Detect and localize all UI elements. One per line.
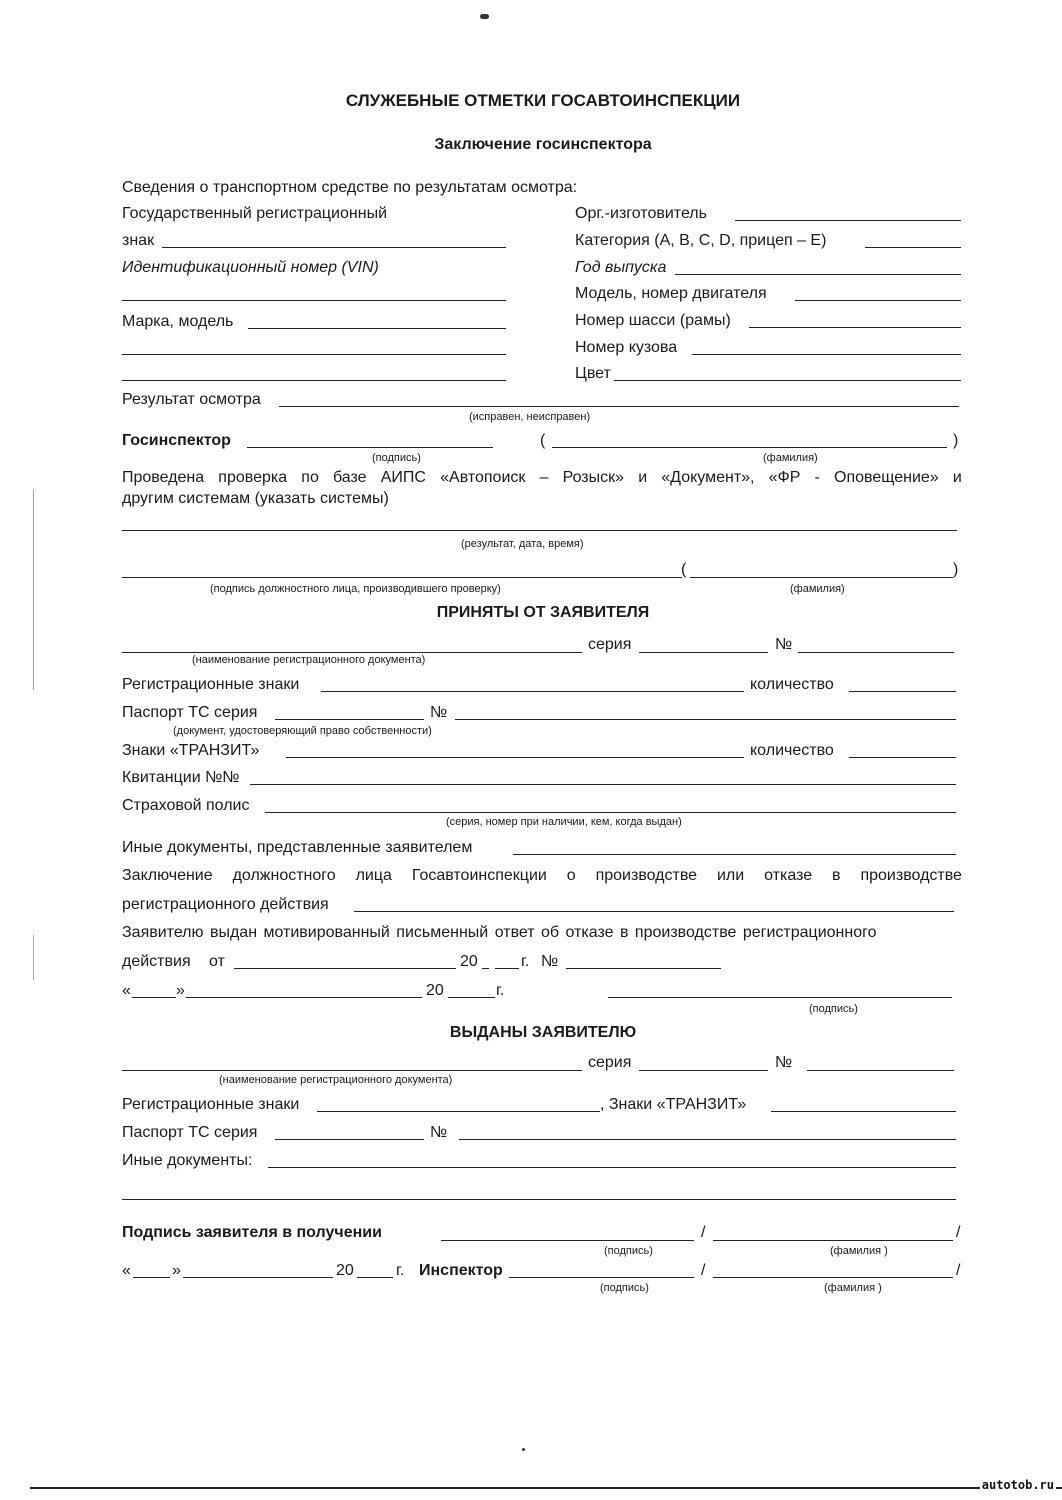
official-signature-field[interactable] [122, 577, 682, 578]
date-quote-open: « [122, 982, 131, 999]
reg-sign-label: Государственный регистрационный [122, 205, 387, 222]
inspector-surname-field[interactable] [552, 447, 947, 448]
accepted-plates-label: Регистрационные знаки [122, 676, 300, 693]
decision-line-2: регистрационного действия [122, 896, 329, 913]
issued-hint-doc-name: (наименование регистрационного документа) [219, 1074, 453, 1086]
accepted-number-label: № [775, 636, 793, 653]
inspector-label: Госинспектор [122, 432, 231, 449]
insurance-field[interactable] [265, 812, 956, 813]
paren-open-2: ( [681, 561, 687, 578]
body-field[interactable] [692, 354, 961, 355]
receipt-surname-field[interactable] [713, 1240, 953, 1241]
hint-surname-2: (фамилия) [790, 583, 845, 595]
accepted-transit-label: Знаки «ТРАНЗИТ» [122, 742, 260, 759]
hint-insurance: (серия, номер при наличии, кем, когда выдан) [446, 816, 682, 828]
year-field[interactable] [675, 274, 961, 275]
paren-open: ( [540, 432, 546, 449]
final-inspector-label: Инспектор [419, 1262, 503, 1279]
accepted-number-field[interactable] [798, 652, 954, 653]
category-field[interactable] [865, 247, 961, 248]
receipt-hint-signature: (подпись) [604, 1245, 653, 1257]
receipt-signature-field[interactable] [441, 1240, 694, 1241]
body-label: Номер кузова [575, 339, 678, 356]
make-model-field-2[interactable] [122, 354, 506, 355]
hint-refusal-signature: (подпись) [809, 1003, 858, 1015]
check-result-field[interactable] [122, 530, 957, 531]
refusal-line-1: Заявителю выдан мотивированный письменный ответ об отказе в производстве регистрационного [122, 924, 877, 941]
refusal-year-g: г. [521, 953, 530, 970]
date-year-field[interactable] [448, 997, 495, 998]
issued-passport-number-field[interactable] [459, 1139, 956, 1140]
date-day-field[interactable] [132, 997, 176, 998]
issued-plates-field[interactable] [317, 1111, 600, 1112]
chassis-label: Номер шасси (рамы) [575, 312, 731, 329]
issued-number-field[interactable] [807, 1070, 954, 1071]
accepted-passport-series-field[interactable] [275, 719, 424, 720]
final-hint-signature: (подпись) [600, 1282, 649, 1294]
receipt-slash-end: / [956, 1224, 961, 1241]
scan-speck [522, 1448, 525, 1451]
paren-close: ) [953, 432, 959, 449]
result-hint: (исправен, неисправен) [469, 411, 591, 423]
watermark: autotob.ru [981, 1478, 1054, 1492]
color-label: Цвет [575, 365, 611, 382]
final-year-g: г. [396, 1262, 405, 1279]
official-surname-field[interactable] [690, 577, 953, 578]
color-field[interactable] [614, 380, 961, 381]
decision-line-1: Заключение должностного лица Госавтоинспекции о производстве или отказе в производстве [122, 867, 962, 884]
accepted-passport-number-label: № [430, 704, 448, 721]
final-year-field[interactable] [357, 1277, 393, 1278]
date-year-20: 20 [426, 982, 444, 999]
accepted-series-field[interactable] [639, 652, 768, 653]
accepted-series-label: серия [588, 636, 632, 653]
issued-series-field[interactable] [639, 1070, 768, 1071]
page-title: СЛУЖЕБНЫЕ ОТМЕТКИ ГОСАВТОИНСПЕКЦИИ [345, 91, 741, 110]
inspector-signature-field[interactable] [247, 447, 493, 448]
receipts-label: Квитанции №№ [122, 769, 240, 786]
accepted-plates-qty-label: количество [750, 676, 834, 693]
make-model-field[interactable] [248, 328, 506, 329]
hint-doc-name: (наименование регистрационного документа) [192, 654, 426, 666]
final-slash: / [701, 1262, 706, 1279]
check-line-2: другим системам (указать системы) [122, 490, 389, 507]
refusal-year-field-2[interactable] [495, 968, 519, 969]
issued-other-docs-field-2[interactable] [122, 1199, 956, 1200]
issued-plates-label: Регистрационные знаки [122, 1096, 300, 1113]
date-month-field[interactable] [186, 997, 422, 998]
refusal-year-field[interactable] [482, 968, 489, 969]
accepted-heading: ПРИНЯТЫ ОТ ЗАЯВИТЕЛЯ [436, 604, 650, 621]
chassis-field[interactable] [749, 327, 961, 328]
manufacturer-label: Орг.-изготовитель [575, 205, 707, 222]
category-label: Категория (А, В, С, D, прицеп – Е) [575, 232, 827, 249]
receipt-hint-surname: (фамилия ) [830, 1245, 888, 1257]
issued-heading: ВЫДАНЫ ЗАЯВИТЕЛЮ [449, 1024, 637, 1041]
refusal-date-field[interactable] [234, 968, 456, 969]
intro-text: Сведения о транспортном средстве по результатам осмотра: [122, 179, 578, 196]
accepted-plates-qty-field[interactable] [849, 691, 956, 692]
receipt-slash: / [701, 1224, 706, 1241]
reg-sign-field[interactable] [162, 247, 506, 248]
issued-doc-name-field[interactable] [122, 1070, 582, 1071]
issued-transit-label: , Знаки «ТРАНЗИТ» [600, 1096, 747, 1113]
engine-label: Модель, номер двигателя [575, 285, 767, 302]
accepted-transit-qty-field[interactable] [849, 757, 956, 758]
refusal-year-20: 20 [460, 953, 478, 970]
issued-passport-label: Паспорт ТС серия [122, 1124, 258, 1141]
accepted-transit-field[interactable] [286, 757, 744, 758]
refusal-number-field[interactable] [566, 968, 721, 969]
accepted-plates-field[interactable] [321, 691, 744, 692]
year-label: Год выпуска [575, 259, 667, 276]
hint-result-date: (результат, дата, время) [461, 538, 584, 550]
accepted-passport-label: Паспорт ТС серия [122, 704, 258, 721]
issued-passport-series-field[interactable] [275, 1139, 424, 1140]
result-label: Результат осмотра [122, 391, 261, 408]
issued-number-label: № [775, 1054, 793, 1071]
issued-series-label: серия [588, 1054, 632, 1071]
other-docs-field[interactable] [513, 854, 956, 855]
hint-ownership: (документ, удостоверяющий право собственности) [173, 725, 432, 737]
page-bottom-rule [30, 1487, 1062, 1489]
issued-other-docs-field[interactable] [268, 1167, 956, 1168]
other-docs-label: Иные документы, представленные заявителем [122, 839, 473, 856]
issued-transit-field[interactable] [771, 1111, 956, 1112]
final-slash-end: / [956, 1262, 961, 1279]
final-hint-surname: (фамилия ) [824, 1282, 882, 1294]
scan-margin-mark [33, 490, 34, 690]
make-model-label: Марка, модель [122, 313, 234, 330]
accepted-doc-name-field[interactable] [122, 652, 582, 653]
final-quote-open: « [122, 1262, 131, 1279]
paren-close-2: ) [953, 561, 959, 578]
reg-sign-label-2: знак [122, 232, 155, 249]
accepted-transit-qty-label: количество [750, 742, 834, 759]
vin-label: Идентификационный номер (VIN) [122, 259, 379, 276]
make-model-field-3[interactable] [122, 380, 506, 381]
date-year-g: г. [496, 982, 505, 999]
refusal-signature-field[interactable] [608, 997, 952, 998]
final-inspector-surname-field[interactable] [713, 1277, 953, 1278]
accepted-passport-number-field[interactable] [455, 719, 956, 720]
hint-official-signature: (подпись должностного лица, производившего проверку) [210, 583, 501, 595]
date-quote-close: » [176, 982, 185, 999]
receipts-field[interactable] [250, 784, 956, 785]
insurance-label: Страховой полис [122, 797, 250, 814]
hint-signature: (подпись) [372, 452, 421, 464]
issued-other-docs-label: Иные документы: [122, 1152, 253, 1169]
result-field[interactable] [279, 406, 959, 407]
vin-field[interactable] [122, 300, 506, 301]
hint-surname: (фамилия) [763, 452, 818, 464]
receipt-signature-label: Подпись заявителя в получении [122, 1224, 382, 1241]
refusal-line-2a: действия [122, 953, 191, 970]
final-quote-close: » [172, 1262, 181, 1279]
scan-margin-mark [33, 935, 34, 980]
scan-speck [480, 14, 489, 19]
conclusion-heading: Заключение госинспектора [434, 136, 652, 153]
engine-field[interactable] [795, 300, 961, 301]
issued-passport-number-label: № [430, 1124, 448, 1141]
final-inspector-signature-field[interactable] [509, 1277, 694, 1278]
final-year-20: 20 [336, 1262, 354, 1279]
final-month-field[interactable] [183, 1277, 333, 1278]
refusal-line-2b: от [209, 953, 225, 970]
check-line-1: Проведена проверка по базе АИПС «Автопоиск – Розыск» и «Документ», «ФР - Оповещение» и [122, 469, 962, 486]
final-day-field[interactable] [133, 1277, 170, 1278]
refusal-number-label: № [541, 953, 559, 970]
decision-field[interactable] [354, 911, 954, 912]
manufacturer-field[interactable] [735, 220, 961, 221]
